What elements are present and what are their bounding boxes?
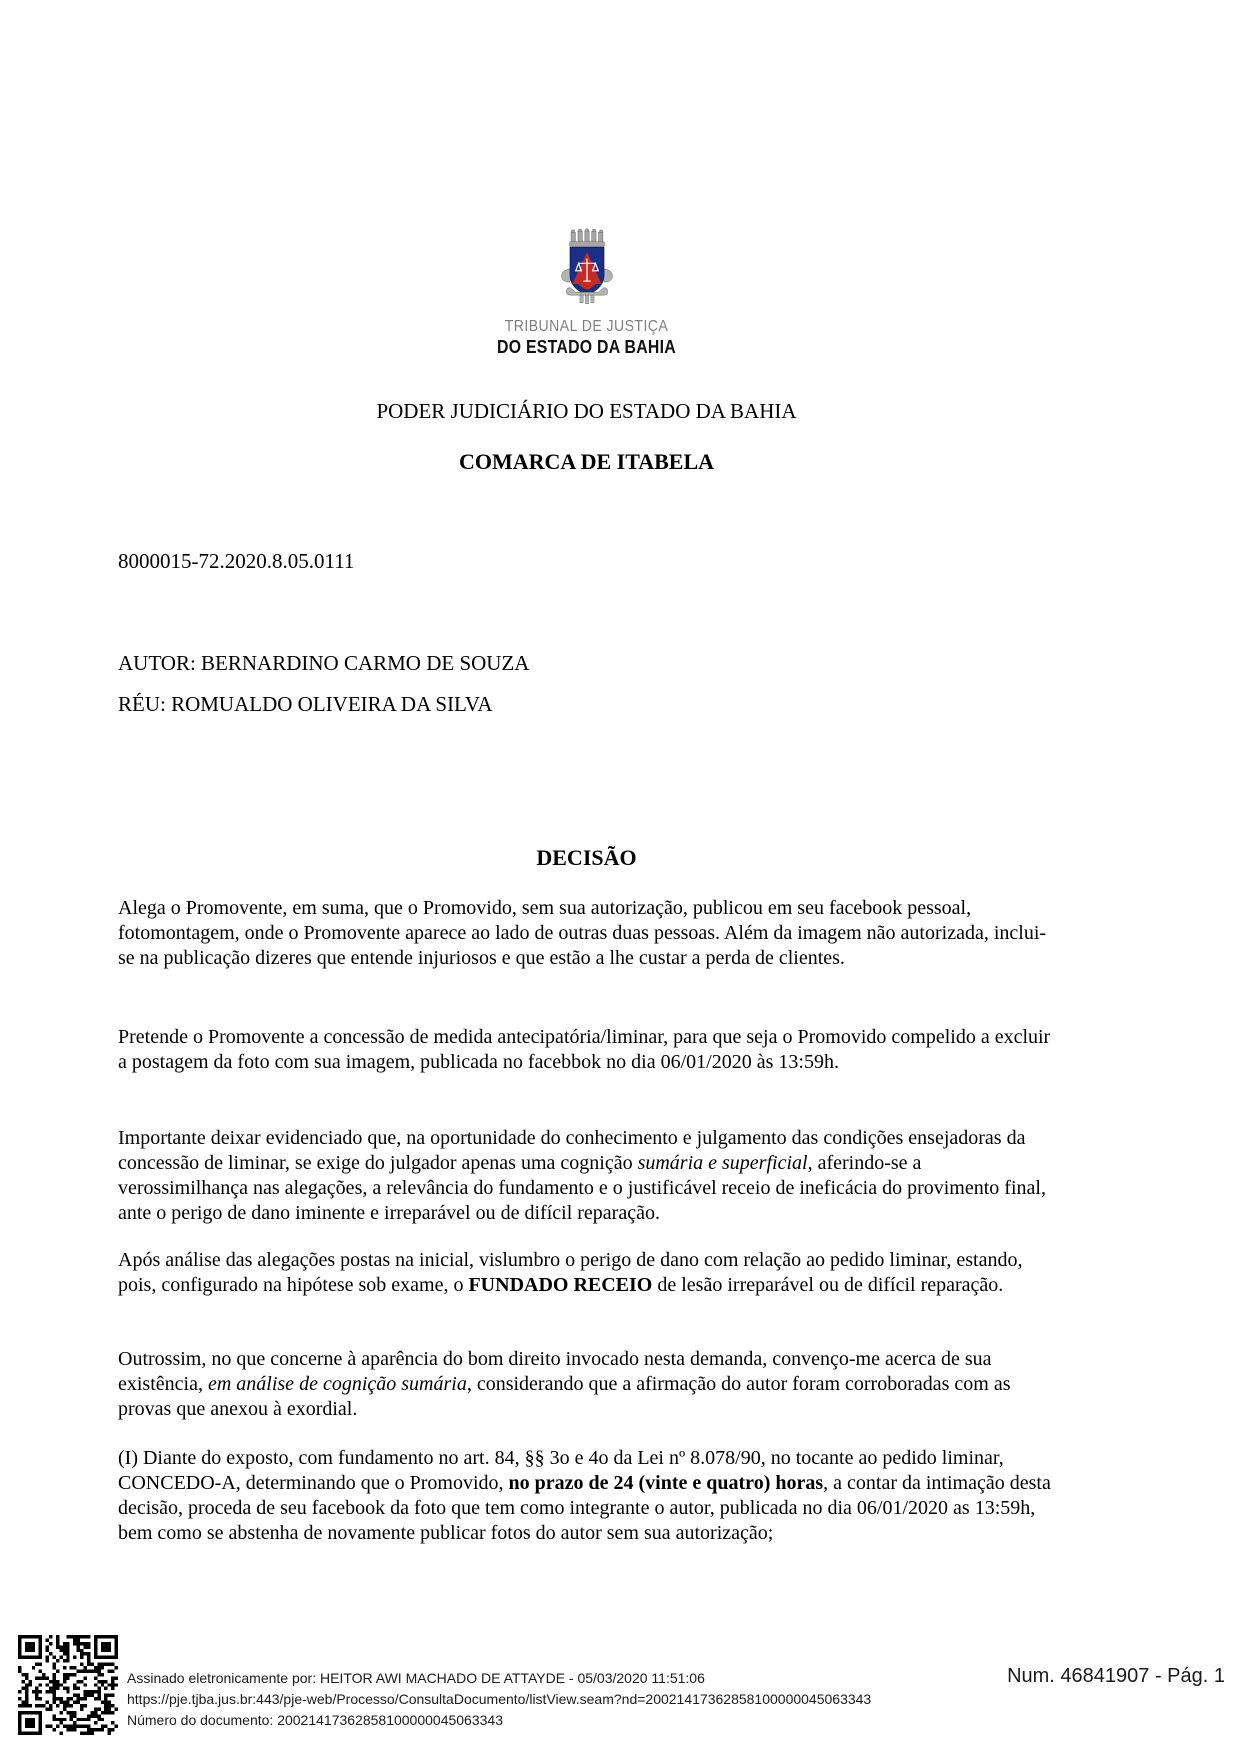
signature-block [127,1668,871,1731]
document-url: https://pje.tjba.jus.br:443/pje-web/Processo/ConsultaDocumento/listView.seam?nd=20021417362858100000045063343 [127,1691,872,1707]
paragraph-text-bold: no prazo de 24 (vinte e quatro) horas [508,1472,824,1494]
paragraph-text: Alega o Promovente, em suma, que o Promovido, sem sua autorização, publicou em seu facebook pessoal, fotomontagem, onde o Promovente aparece ao lado de outras duas pessoas. Além da imagem não autorizada, inclui-se na publicação dizeres que entende injuriosos e que estão a lhe custar a perda de clientes. [118,897,1047,969]
paragraph-text: Após análise das alegações postas na inicial, vislumbro o perigo de dano com relação ao pedido liminar, estando, pois, configurado na hipótese sob exame, o [118,1249,1023,1296]
paragraph-danger-analysis [118,1248,1055,1298]
court-name: PODER JUDICIÁRIO DO ESTADO DA BAHIA [376,399,797,423]
paragraph-allegation [118,896,1055,971]
plaintiff-line: AUTOR: BERNARDINO CARMO DE SOUZA [118,651,530,675]
paragraph-request [118,1025,1055,1075]
paragraph-text: , considerando que a afirmação do autor foram corroboradas com as provas que anexou à exordial. [118,1373,1011,1420]
page-reference: Num. 46841907 - Pág. 1 [1007,1665,1225,1687]
crest-title: TRIBUNAL DE JUSTIÇA [504,318,669,335]
paragraph-text-italic: em análise de cognição sumária [207,1373,467,1395]
document-number: Número do documento: 20021417362858100000045063343 [127,1712,503,1728]
crest-subtitle: DO ESTADO DA BAHIA [497,337,676,357]
decision-title: DECISÃO [536,845,637,870]
paragraph-text: Outrossim, no que concerne à aparência do bom direito invocado nesta demanda, convenço-me acerca de sua existência, [118,1348,992,1395]
paragraph-text: , aferindo-se a verossimilhança nas alegações, a relevância do fundamento e o justificável receio de ineficácia do provimento final, ante o perigo de dano iminente e irreparável ou de difícil reparação. [118,1152,1046,1224]
paragraph-text-bold: FUNDADO RECEIO [468,1274,653,1296]
paragraph-text: Importante deixar evidenciado que, na oportunidade do conhecimento e julgamento das condições ensejadoras da concessão de liminar, se exige do julgador apenas uma cognição [118,1127,1026,1174]
comarca-title: COMARCA DE ITABELA [458,449,715,474]
court-crest [118,226,1055,358]
paragraph-text: (I) Diante do exposto, com fundamento no art. 84, §§ 3o e 4o da Lei nº 8.078/90, no tocante ao pedido liminar, CONCEDO-A, determinando que o Promovido, [118,1447,1004,1494]
paragraph-ruling [118,1446,1055,1546]
qr-code [18,1635,118,1735]
paragraph-cognition [118,1126,1055,1226]
paragraph-good-right [118,1347,1055,1422]
paragraph-text: , a contar da intimação desta decisão, proceda de seu facebook da foto que tem como integrante o autor, publicada no dia 06/01/2020 as 13:59h, bem como se abstenha de novamente publicar fotos do autor sem sua autorização; [118,1472,1051,1544]
paragraph-text: Pretende o Promovente a concessão de medida antecipatória/liminar, para que seja o Promovido compelido a excluir a postagem da foto com sua imagem, publicada no facebbok no dia 06/01/2020 às 13:59h. [118,1026,1051,1073]
paragraph-text: de lesão irreparável ou de difícil reparação. [652,1274,1004,1296]
paragraph-text-italic: sumária e superficial [637,1152,808,1174]
signature-line: Assinado eletronicamente por: HEITOR AWI MACHADO DE ATTAYDE - 05/03/2020 11:51:06 [127,1670,705,1686]
bahia-coat-of-arms-icon [557,226,617,310]
qr-code-image [18,1635,118,1735]
defendant-line: RÉU: ROMUALDO OLIVEIRA DA SILVA [118,692,493,716]
case-number: 8000015-72.2020.8.05.0111 [118,549,355,573]
